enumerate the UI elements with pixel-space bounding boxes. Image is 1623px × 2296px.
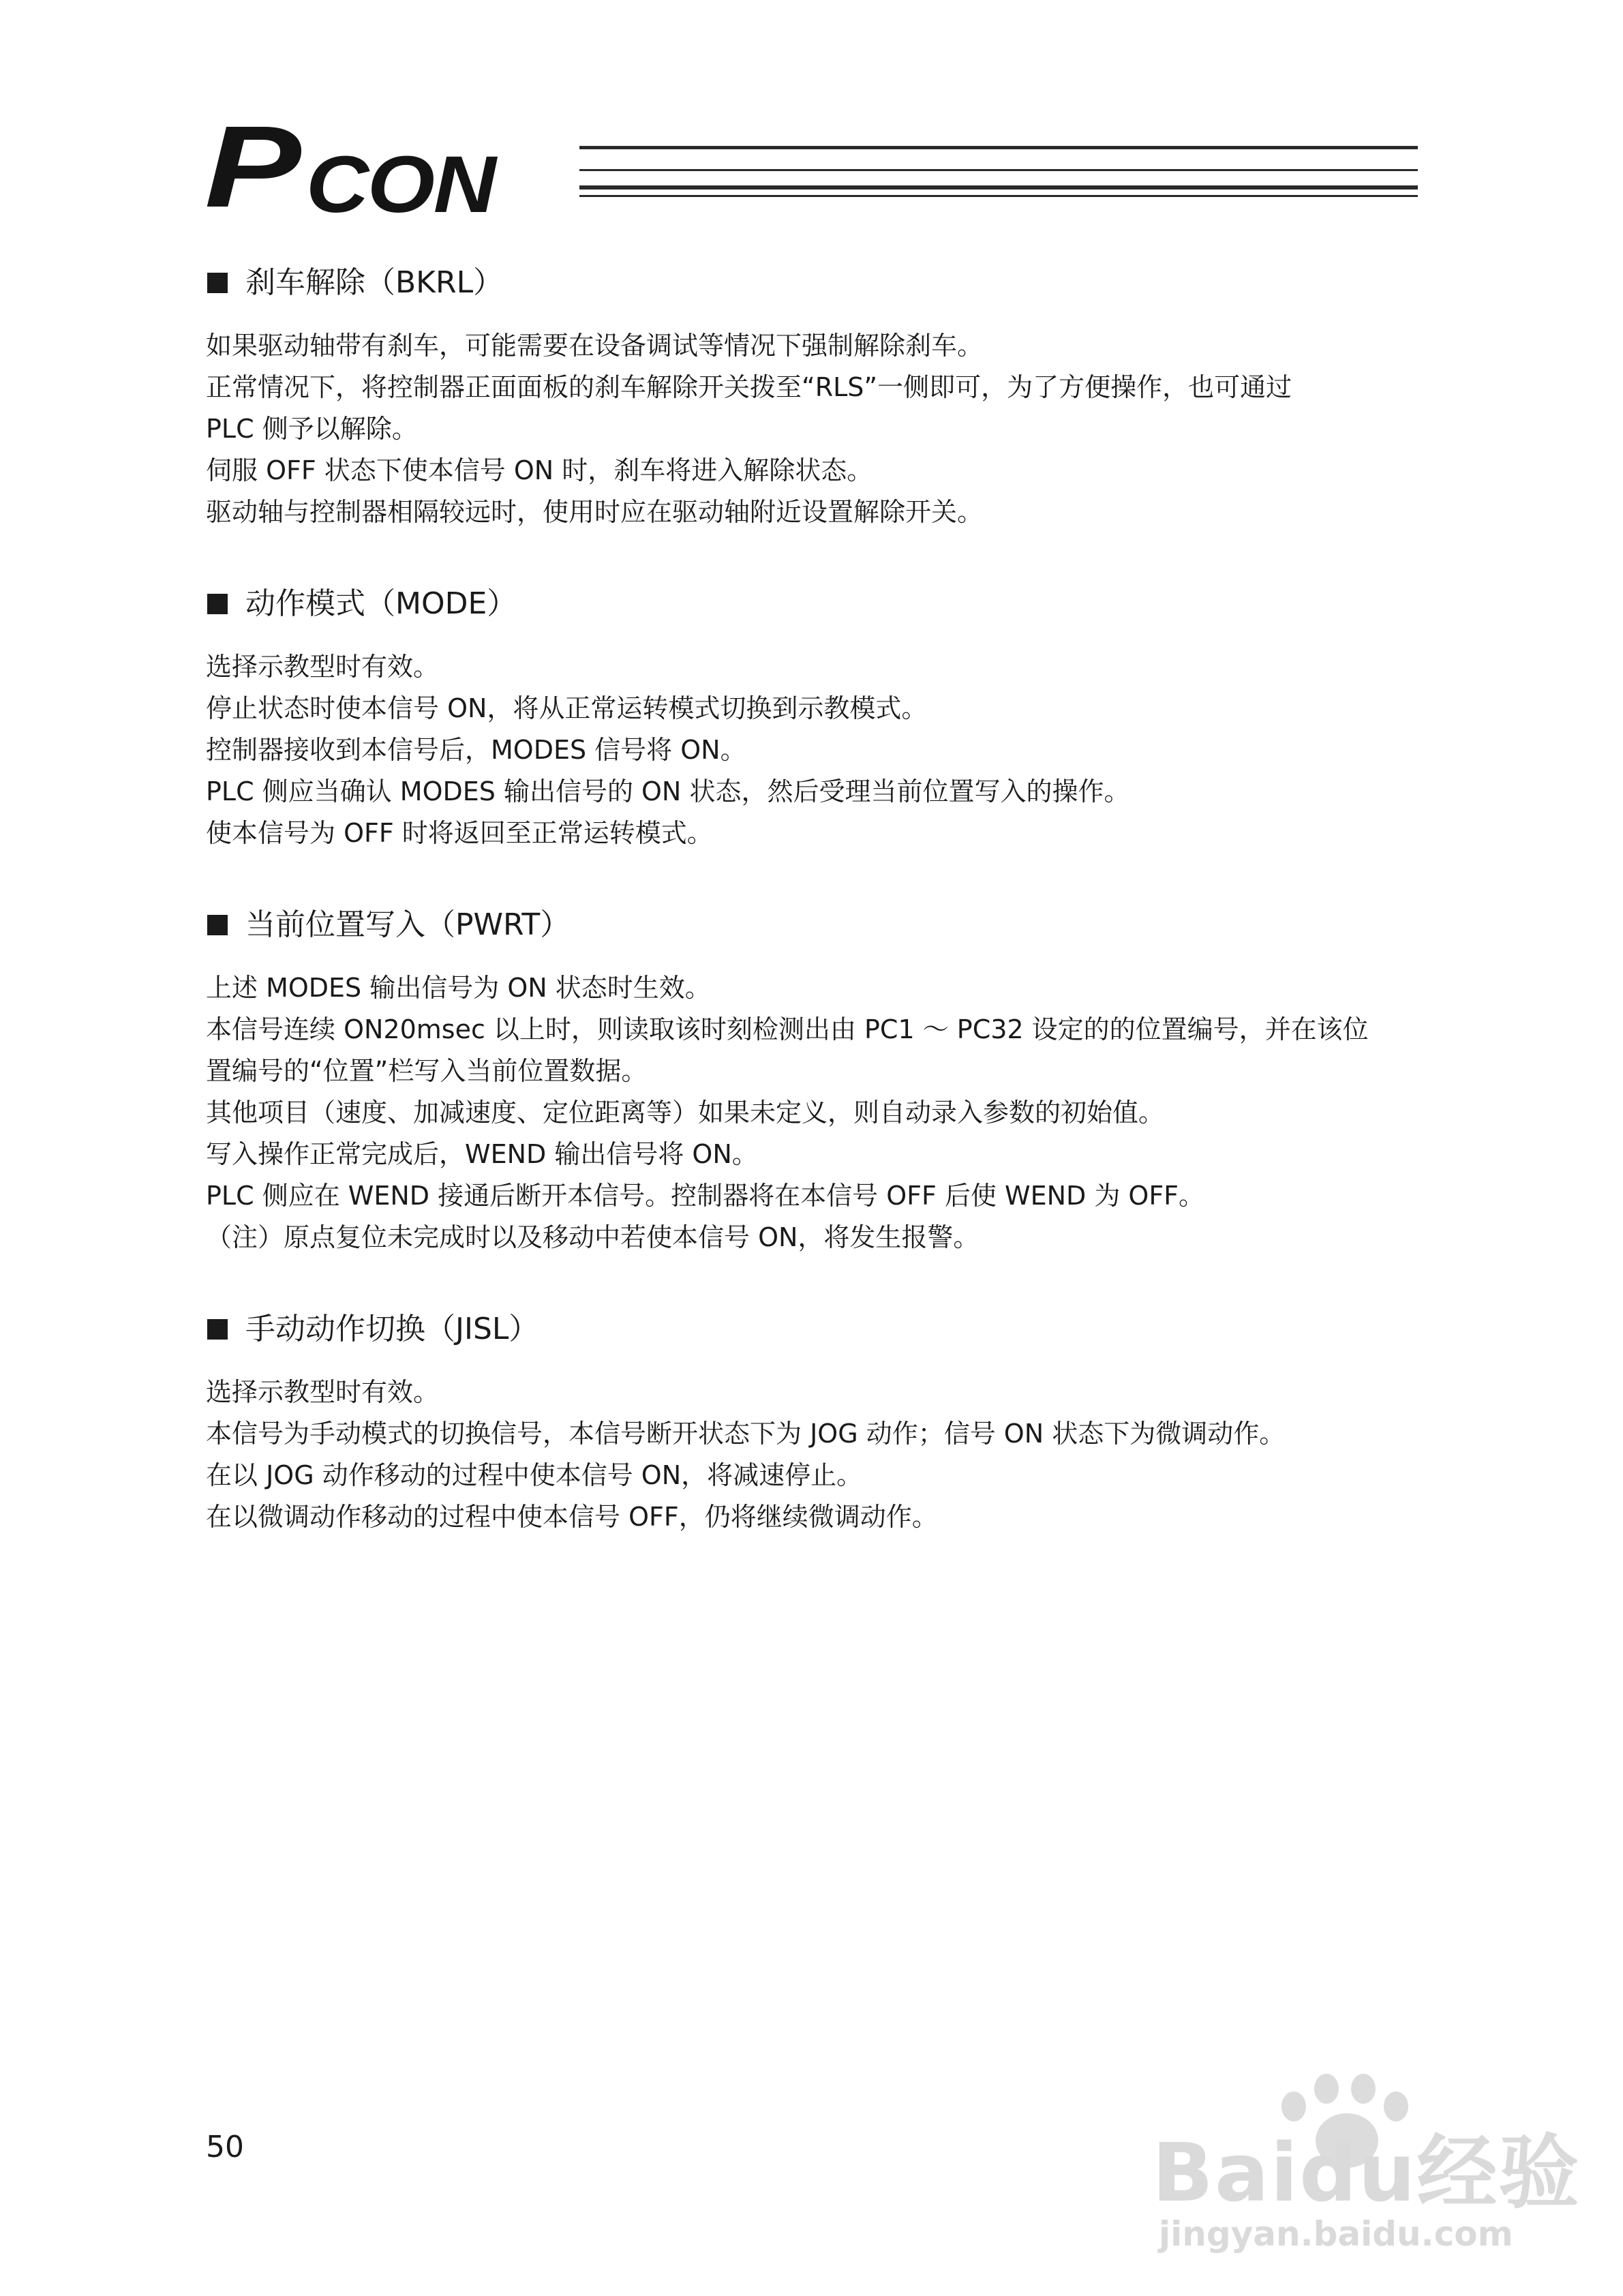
- section-body: [206, 967, 1433, 1258]
- section-body: [206, 325, 1433, 533]
- pcon-logo: [204, 102, 586, 232]
- body-line: PLC 侧应在 WEND 接通后断开本信号。控制器将在本信号 OFF 后使 WEND 为 OFF。: [206, 1181, 1205, 1211]
- body-line: 本信号为手动模式的切换信号，本信号断开状态下为 JOG 动作；信号 ON 状态下为微调动作。: [206, 1419, 1286, 1449]
- body-line: （注）原点复位未完成时以及移动中若使本信号 ON，将发生报警。: [206, 1222, 980, 1252]
- section-pwrt: [206, 905, 1433, 1258]
- section-title-text: 当前位置写入（PWRT）: [245, 907, 571, 942]
- logo-letter-p: P: [204, 102, 298, 232]
- section-mode: [206, 584, 1433, 854]
- body-line: 伺服 OFF 状态下使本信号 ON 时，刹车将进入解除状态。: [206, 455, 873, 485]
- body-line: 上述 MODES 输出信号为 ON 状态时生效。: [206, 973, 711, 1003]
- section-heading: [206, 1309, 1433, 1350]
- section-heading: [206, 584, 1433, 624]
- body-line: 如果驱动轴带有刹车，可能需要在设备调试等情况下强制解除刹车。: [206, 331, 984, 361]
- section-title-text: 刹车解除（BKRL）: [245, 265, 504, 300]
- page-number: 50: [206, 2130, 244, 2164]
- square-bullet-icon: [207, 273, 228, 293]
- header-rule-line: [579, 195, 1418, 197]
- body-line: 本信号连续 ON20msec 以上时，则读取该时刻检测出由 PC1 ～ PC32 设定的的位置编号，并在该位: [206, 1014, 1369, 1044]
- page-content: [206, 262, 1433, 1588]
- body-line: 其他项目（速度、加减速度、定位距离等）如果未定义，则自动录入参数的初始值。: [206, 1098, 1165, 1128]
- header-rule-line: [579, 169, 1418, 171]
- body-line: PLC 侧予以解除。: [206, 414, 418, 444]
- body-line: 控制器接收到本信号后，MODES 信号将 ON。: [206, 735, 746, 765]
- body-line: 选择示教型时有效。: [206, 652, 440, 682]
- square-bullet-icon: [207, 915, 228, 935]
- body-line: 置编号的“位置”栏写入当前位置数据。: [206, 1056, 648, 1086]
- section-heading: [206, 905, 1433, 946]
- section-body: [206, 1372, 1433, 1538]
- body-line: 选择示教型时有效。: [206, 1377, 440, 1407]
- body-line: 正常情况下，将控制器正面面板的刹车解除开关拨至“RLS”一侧即可，为了方便操作，也可通过: [206, 372, 1292, 402]
- section-body: [206, 646, 1433, 854]
- square-bullet-icon: [207, 594, 228, 614]
- watermark-brand: Baidu经验: [1152, 2126, 1581, 2220]
- section-jisl: [206, 1309, 1433, 1538]
- header-rule-line: [579, 146, 1418, 149]
- body-line: 驱动轴与控制器相隔较远时，使用时应在驱动轴附近设置解除开关。: [206, 497, 984, 527]
- square-bullet-icon: [207, 1319, 228, 1340]
- logo-letters-con: CON: [306, 140, 496, 230]
- section-bkrl: [206, 262, 1433, 533]
- baidu-watermark: [1152, 2072, 1581, 2256]
- section-title-text: 动作模式（MODE）: [245, 586, 517, 621]
- section-title-text: 手动动作切换（JISL）: [245, 1312, 539, 1346]
- body-line: 在以 JOG 动作移动的过程中使本信号 ON，将减速停止。: [206, 1460, 863, 1490]
- body-line: 写入操作正常完成后，WEND 输出信号将 ON。: [206, 1139, 758, 1169]
- section-heading: [206, 262, 1433, 303]
- watermark-url: jingyan.baidu.com: [1159, 2214, 1513, 2254]
- header-rule-line: [579, 185, 1418, 190]
- body-line: 在以微调动作移动的过程中使本信号 OFF，仍将继续微调动作。: [206, 1502, 938, 1532]
- body-line: PLC 侧应当确认 MODES 输出信号的 ON 状态，然后受理当前位置写入的操作。: [206, 776, 1130, 806]
- body-line: 使本信号为 OFF 时将返回至正常运转模式。: [206, 818, 713, 848]
- body-line: 停止状态时使本信号 ON，将从正常运转模式切换到示教模式。: [206, 693, 928, 723]
